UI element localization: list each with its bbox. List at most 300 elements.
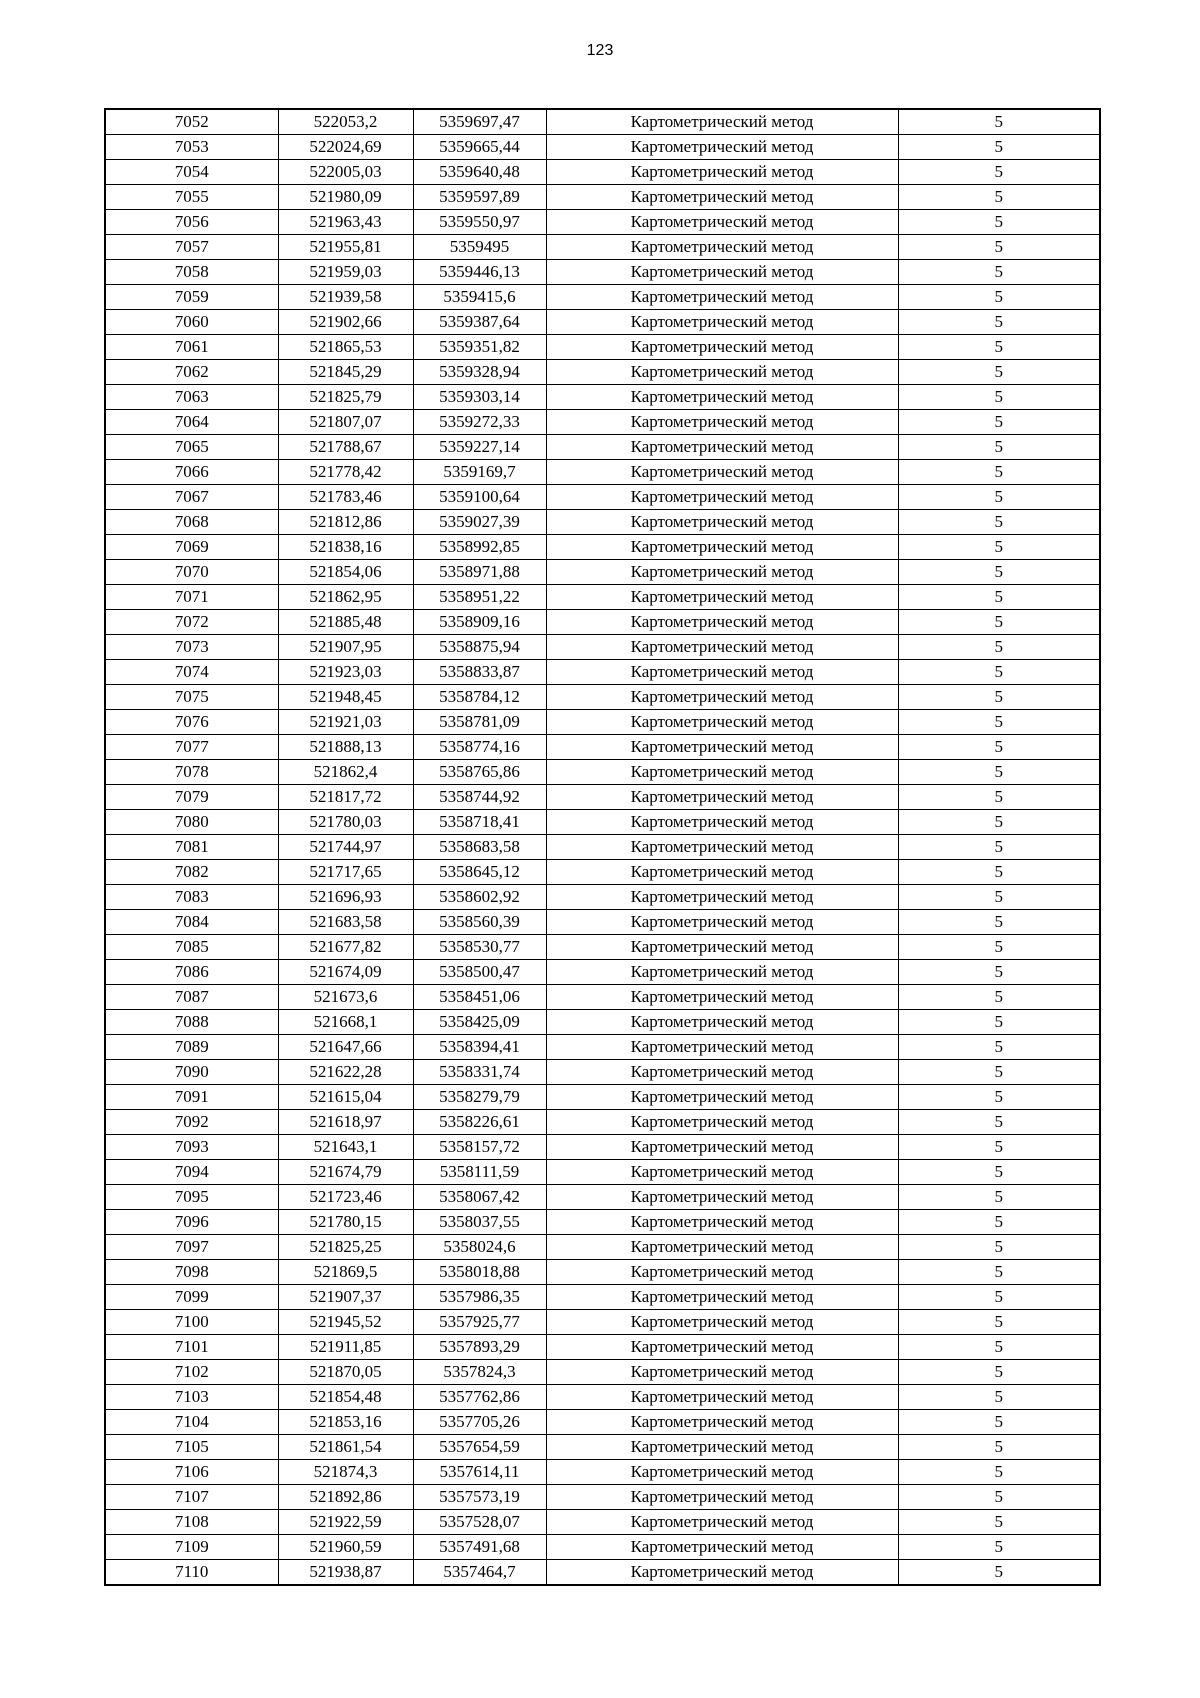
table-row <box>105 510 1100 535</box>
method-cell: Картометрический метод <box>546 1385 898 1410</box>
method-cell: Картометрический метод <box>546 810 898 835</box>
accuracy-cell: 5 <box>898 335 1100 360</box>
x-coordinate-cell: 521870,05 <box>278 1360 413 1385</box>
y-coordinate-cell: 5359495 <box>413 235 546 260</box>
x-coordinate-cell: 521960,59 <box>278 1535 413 1560</box>
point-number-cell: 7085 <box>105 935 278 960</box>
y-coordinate-cell: 5359272,33 <box>413 410 546 435</box>
table-row <box>105 1260 1100 1285</box>
table-row <box>105 310 1100 335</box>
point-number-cell: 7056 <box>105 210 278 235</box>
x-coordinate-cell: 521780,03 <box>278 810 413 835</box>
accuracy-cell: 5 <box>898 1385 1100 1410</box>
point-number-cell: 7087 <box>105 985 278 1010</box>
point-number-cell: 7053 <box>105 135 278 160</box>
table-row <box>105 1385 1100 1410</box>
y-coordinate-cell: 5358037,55 <box>413 1210 546 1235</box>
table-row <box>105 860 1100 885</box>
table-row <box>105 785 1100 810</box>
method-cell: Картометрический метод <box>546 1060 898 1085</box>
point-number-cell: 7073 <box>105 635 278 660</box>
table-row <box>105 435 1100 460</box>
x-coordinate-cell: 521853,16 <box>278 1410 413 1435</box>
accuracy-cell: 5 <box>898 1060 1100 1085</box>
table-row <box>105 1135 1100 1160</box>
table-row <box>105 1435 1100 1460</box>
accuracy-cell: 5 <box>898 960 1100 985</box>
accuracy-cell: 5 <box>898 1485 1100 1510</box>
method-cell: Картометрический метод <box>546 860 898 885</box>
point-number-cell: 7060 <box>105 310 278 335</box>
table-row <box>105 810 1100 835</box>
method-cell: Картометрический метод <box>546 1335 898 1360</box>
x-coordinate-cell: 521677,82 <box>278 935 413 960</box>
point-number-cell: 7100 <box>105 1310 278 1335</box>
point-number-cell: 7083 <box>105 885 278 910</box>
point-number-cell: 7078 <box>105 760 278 785</box>
y-coordinate-cell: 5358774,16 <box>413 735 546 760</box>
table-row <box>105 1360 1100 1385</box>
method-cell: Картометрический метод <box>546 485 898 510</box>
method-cell: Картометрический метод <box>546 1110 898 1135</box>
y-coordinate-cell: 5358425,09 <box>413 1010 546 1035</box>
point-number-cell: 7058 <box>105 260 278 285</box>
y-coordinate-cell: 5358226,61 <box>413 1110 546 1135</box>
y-coordinate-cell: 5358451,06 <box>413 985 546 1010</box>
method-cell: Картометрический метод <box>546 310 898 335</box>
x-coordinate-cell: 522053,2 <box>278 109 413 135</box>
x-coordinate-cell: 521959,03 <box>278 260 413 285</box>
point-number-cell: 7093 <box>105 1135 278 1160</box>
point-number-cell: 7063 <box>105 385 278 410</box>
y-coordinate-cell: 5357614,11 <box>413 1460 546 1485</box>
y-coordinate-cell: 5358784,12 <box>413 685 546 710</box>
point-number-cell: 7059 <box>105 285 278 310</box>
y-coordinate-cell: 5358530,77 <box>413 935 546 960</box>
x-coordinate-cell: 521812,86 <box>278 510 413 535</box>
method-cell: Картометрический метод <box>546 835 898 860</box>
x-coordinate-cell: 521838,16 <box>278 535 413 560</box>
y-coordinate-cell: 5358331,74 <box>413 1060 546 1085</box>
point-number-cell: 7091 <box>105 1085 278 1110</box>
accuracy-cell: 5 <box>898 1110 1100 1135</box>
point-number-cell: 7103 <box>105 1385 278 1410</box>
method-cell: Картометрический метод <box>546 1285 898 1310</box>
table-row <box>105 185 1100 210</box>
accuracy-cell: 5 <box>898 1460 1100 1485</box>
accuracy-cell: 5 <box>898 1285 1100 1310</box>
table-row <box>105 260 1100 285</box>
y-coordinate-cell: 5358018,88 <box>413 1260 546 1285</box>
table-row <box>105 760 1100 785</box>
x-coordinate-cell: 521825,25 <box>278 1235 413 1260</box>
method-cell: Картометрический метод <box>546 1260 898 1285</box>
method-cell: Картометрический метод <box>546 635 898 660</box>
x-coordinate-cell: 521778,42 <box>278 460 413 485</box>
point-number-cell: 7062 <box>105 360 278 385</box>
method-cell: Картометрический метод <box>546 1535 898 1560</box>
x-coordinate-cell: 521647,66 <box>278 1035 413 1060</box>
method-cell: Картометрический метод <box>546 885 898 910</box>
method-cell: Картометрический метод <box>546 910 898 935</box>
accuracy-cell: 5 <box>898 785 1100 810</box>
y-coordinate-cell: 5358951,22 <box>413 585 546 610</box>
accuracy-cell: 5 <box>898 585 1100 610</box>
method-cell: Картометрический метод <box>546 385 898 410</box>
x-coordinate-cell: 521945,52 <box>278 1310 413 1335</box>
coordinates-table <box>104 108 1101 1586</box>
table-row <box>105 660 1100 685</box>
accuracy-cell: 5 <box>898 285 1100 310</box>
accuracy-cell: 5 <box>898 510 1100 535</box>
accuracy-cell: 5 <box>898 760 1100 785</box>
y-coordinate-cell: 5357705,26 <box>413 1410 546 1435</box>
y-coordinate-cell: 5358718,41 <box>413 810 546 835</box>
y-coordinate-cell: 5358279,79 <box>413 1085 546 1110</box>
x-coordinate-cell: 521888,13 <box>278 735 413 760</box>
x-coordinate-cell: 521854,48 <box>278 1385 413 1410</box>
point-number-cell: 7084 <box>105 910 278 935</box>
point-number-cell: 7070 <box>105 560 278 585</box>
table-row <box>105 960 1100 985</box>
accuracy-cell: 5 <box>898 160 1100 185</box>
x-coordinate-cell: 521963,43 <box>278 210 413 235</box>
x-coordinate-cell: 521862,95 <box>278 585 413 610</box>
accuracy-cell: 5 <box>898 385 1100 410</box>
x-coordinate-cell: 521780,15 <box>278 1210 413 1235</box>
x-coordinate-cell: 521922,59 <box>278 1510 413 1535</box>
point-number-cell: 7086 <box>105 960 278 985</box>
point-number-cell: 7076 <box>105 710 278 735</box>
x-coordinate-cell: 521717,65 <box>278 860 413 885</box>
point-number-cell: 7094 <box>105 1160 278 1185</box>
accuracy-cell: 5 <box>898 735 1100 760</box>
point-number-cell: 7089 <box>105 1035 278 1060</box>
point-number-cell: 7090 <box>105 1060 278 1085</box>
table-row <box>105 560 1100 585</box>
x-coordinate-cell: 521874,3 <box>278 1460 413 1485</box>
method-cell: Картометрический метод <box>546 1085 898 1110</box>
table-row <box>105 485 1100 510</box>
table-row <box>105 1410 1100 1435</box>
table-row <box>105 1310 1100 1335</box>
y-coordinate-cell: 5359227,14 <box>413 435 546 460</box>
table-row <box>105 109 1100 135</box>
table-row <box>105 360 1100 385</box>
table-row <box>105 1060 1100 1085</box>
table-row <box>105 235 1100 260</box>
x-coordinate-cell: 521938,87 <box>278 1560 413 1586</box>
table-row <box>105 1535 1100 1560</box>
method-cell: Картометрический метод <box>546 335 898 360</box>
table-row <box>105 985 1100 1010</box>
accuracy-cell: 5 <box>898 310 1100 335</box>
y-coordinate-cell: 5359415,6 <box>413 285 546 310</box>
method-cell: Картометрический метод <box>546 1160 898 1185</box>
method-cell: Картометрический метод <box>546 1135 898 1160</box>
method-cell: Картометрический метод <box>546 109 898 135</box>
table-row <box>105 585 1100 610</box>
method-cell: Картометрический метод <box>546 1210 898 1235</box>
method-cell: Картометрический метод <box>546 1435 898 1460</box>
x-coordinate-cell: 521861,54 <box>278 1435 413 1460</box>
x-coordinate-cell: 521885,48 <box>278 610 413 635</box>
table-row <box>105 385 1100 410</box>
table-row <box>105 1285 1100 1310</box>
accuracy-cell: 5 <box>898 235 1100 260</box>
table-row <box>105 1185 1100 1210</box>
x-coordinate-cell: 521622,28 <box>278 1060 413 1085</box>
y-coordinate-cell: 5358645,12 <box>413 860 546 885</box>
x-coordinate-cell: 521618,97 <box>278 1110 413 1135</box>
point-number-cell: 7105 <box>105 1435 278 1460</box>
table-row <box>105 160 1100 185</box>
table-row <box>105 285 1100 310</box>
method-cell: Картометрический метод <box>546 185 898 210</box>
point-number-cell: 7106 <box>105 1460 278 1485</box>
y-coordinate-cell: 5359446,13 <box>413 260 546 285</box>
y-coordinate-cell: 5357925,77 <box>413 1310 546 1335</box>
method-cell: Картометрический метод <box>546 160 898 185</box>
x-coordinate-cell: 521955,81 <box>278 235 413 260</box>
x-coordinate-cell: 521865,53 <box>278 335 413 360</box>
y-coordinate-cell: 5358875,94 <box>413 635 546 660</box>
method-cell: Картометрический метод <box>546 210 898 235</box>
point-number-cell: 7097 <box>105 1235 278 1260</box>
y-coordinate-cell: 5358067,42 <box>413 1185 546 1210</box>
accuracy-cell: 5 <box>898 535 1100 560</box>
y-coordinate-cell: 5359169,7 <box>413 460 546 485</box>
y-coordinate-cell: 5357762,86 <box>413 1385 546 1410</box>
y-coordinate-cell: 5357464,7 <box>413 1560 546 1586</box>
method-cell: Картометрический метод <box>546 710 898 735</box>
point-number-cell: 7055 <box>105 185 278 210</box>
table-row <box>105 535 1100 560</box>
point-number-cell: 7099 <box>105 1285 278 1310</box>
accuracy-cell: 5 <box>898 810 1100 835</box>
y-coordinate-cell: 5358394,41 <box>413 1035 546 1060</box>
y-coordinate-cell: 5358024,6 <box>413 1235 546 1260</box>
method-cell: Картометрический метод <box>546 610 898 635</box>
point-number-cell: 7110 <box>105 1560 278 1586</box>
table-row <box>105 635 1100 660</box>
accuracy-cell: 5 <box>898 835 1100 860</box>
point-number-cell: 7101 <box>105 1335 278 1360</box>
y-coordinate-cell: 5358560,39 <box>413 910 546 935</box>
y-coordinate-cell: 5357824,3 <box>413 1360 546 1385</box>
table-row <box>105 885 1100 910</box>
x-coordinate-cell: 521892,86 <box>278 1485 413 1510</box>
x-coordinate-cell: 521948,45 <box>278 685 413 710</box>
y-coordinate-cell: 5359597,89 <box>413 185 546 210</box>
x-coordinate-cell: 521683,58 <box>278 910 413 935</box>
method-cell: Картометрический метод <box>546 1310 898 1335</box>
x-coordinate-cell: 521643,1 <box>278 1135 413 1160</box>
y-coordinate-cell: 5357528,07 <box>413 1510 546 1535</box>
y-coordinate-cell: 5357573,19 <box>413 1485 546 1510</box>
page-number: 123 <box>586 42 614 59</box>
method-cell: Картометрический метод <box>546 260 898 285</box>
method-cell: Картометрический метод <box>546 985 898 1010</box>
accuracy-cell: 5 <box>898 1510 1100 1535</box>
y-coordinate-cell: 5358602,92 <box>413 885 546 910</box>
point-number-cell: 7079 <box>105 785 278 810</box>
table-row <box>105 1010 1100 1035</box>
table-body <box>105 109 1100 1585</box>
x-coordinate-cell: 521845,29 <box>278 360 413 385</box>
table-row <box>105 835 1100 860</box>
y-coordinate-cell: 5359550,97 <box>413 210 546 235</box>
method-cell: Картометрический метод <box>546 360 898 385</box>
accuracy-cell: 5 <box>898 1335 1100 1360</box>
method-cell: Картометрический метод <box>546 535 898 560</box>
accuracy-cell: 5 <box>898 185 1100 210</box>
x-coordinate-cell: 521907,37 <box>278 1285 413 1310</box>
method-cell: Картометрический метод <box>546 735 898 760</box>
x-coordinate-cell: 521668,1 <box>278 1010 413 1035</box>
x-coordinate-cell: 521980,09 <box>278 185 413 210</box>
accuracy-cell: 5 <box>898 135 1100 160</box>
x-coordinate-cell: 521674,09 <box>278 960 413 985</box>
point-number-cell: 7108 <box>105 1510 278 1535</box>
accuracy-cell: 5 <box>898 210 1100 235</box>
point-number-cell: 7064 <box>105 410 278 435</box>
table-row <box>105 685 1100 710</box>
method-cell: Картометрический метод <box>546 410 898 435</box>
point-number-cell: 7067 <box>105 485 278 510</box>
y-coordinate-cell: 5357654,59 <box>413 1435 546 1460</box>
y-coordinate-cell: 5357893,29 <box>413 1335 546 1360</box>
accuracy-cell: 5 <box>898 610 1100 635</box>
point-number-cell: 7104 <box>105 1410 278 1435</box>
table-row <box>105 335 1100 360</box>
point-number-cell: 7077 <box>105 735 278 760</box>
x-coordinate-cell: 521696,93 <box>278 885 413 910</box>
method-cell: Картометрический метод <box>546 960 898 985</box>
method-cell: Картометрический метод <box>546 460 898 485</box>
y-coordinate-cell: 5359697,47 <box>413 109 546 135</box>
point-number-cell: 7096 <box>105 1210 278 1235</box>
accuracy-cell: 5 <box>898 109 1100 135</box>
y-coordinate-cell: 5358992,85 <box>413 535 546 560</box>
method-cell: Картометрический метод <box>546 1185 898 1210</box>
accuracy-cell: 5 <box>898 1010 1100 1035</box>
table-row <box>105 460 1100 485</box>
table-row <box>105 210 1100 235</box>
table-row <box>105 910 1100 935</box>
method-cell: Картометрический метод <box>546 135 898 160</box>
x-coordinate-cell: 521854,06 <box>278 560 413 585</box>
x-coordinate-cell: 522024,69 <box>278 135 413 160</box>
table-row <box>105 1110 1100 1135</box>
y-coordinate-cell: 5358971,88 <box>413 560 546 585</box>
y-coordinate-cell: 5359027,39 <box>413 510 546 535</box>
method-cell: Картометрический метод <box>546 510 898 535</box>
accuracy-cell: 5 <box>898 660 1100 685</box>
table-row <box>105 1160 1100 1185</box>
accuracy-cell: 5 <box>898 1260 1100 1285</box>
y-coordinate-cell: 5358744,92 <box>413 785 546 810</box>
x-coordinate-cell: 521907,95 <box>278 635 413 660</box>
x-coordinate-cell: 521825,79 <box>278 385 413 410</box>
accuracy-cell: 5 <box>898 460 1100 485</box>
accuracy-cell: 5 <box>898 1560 1100 1586</box>
point-number-cell: 7082 <box>105 860 278 885</box>
accuracy-cell: 5 <box>898 860 1100 885</box>
method-cell: Картометрический метод <box>546 1360 898 1385</box>
point-number-cell: 7107 <box>105 1485 278 1510</box>
x-coordinate-cell: 521817,72 <box>278 785 413 810</box>
method-cell: Картометрический метод <box>546 1460 898 1485</box>
point-number-cell: 7088 <box>105 1010 278 1035</box>
point-number-cell: 7065 <box>105 435 278 460</box>
x-coordinate-cell: 521788,67 <box>278 435 413 460</box>
point-number-cell: 7057 <box>105 235 278 260</box>
y-coordinate-cell: 5359640,48 <box>413 160 546 185</box>
point-number-cell: 7061 <box>105 335 278 360</box>
accuracy-cell: 5 <box>898 1210 1100 1235</box>
point-number-cell: 7068 <box>105 510 278 535</box>
accuracy-cell: 5 <box>898 1035 1100 1060</box>
table-row <box>105 1485 1100 1510</box>
point-number-cell: 7054 <box>105 160 278 185</box>
y-coordinate-cell: 5358765,86 <box>413 760 546 785</box>
accuracy-cell: 5 <box>898 1160 1100 1185</box>
point-number-cell: 7071 <box>105 585 278 610</box>
method-cell: Картометрический метод <box>546 235 898 260</box>
method-cell: Картометрический метод <box>546 935 898 960</box>
point-number-cell: 7052 <box>105 109 278 135</box>
accuracy-cell: 5 <box>898 885 1100 910</box>
accuracy-cell: 5 <box>898 985 1100 1010</box>
point-number-cell: 7098 <box>105 1260 278 1285</box>
accuracy-cell: 5 <box>898 260 1100 285</box>
table-row <box>105 135 1100 160</box>
table-row <box>105 1560 1100 1586</box>
x-coordinate-cell: 521921,03 <box>278 710 413 735</box>
method-cell: Картометрический метод <box>546 435 898 460</box>
accuracy-cell: 5 <box>898 1085 1100 1110</box>
y-coordinate-cell: 5358500,47 <box>413 960 546 985</box>
point-number-cell: 7109 <box>105 1535 278 1560</box>
y-coordinate-cell: 5357491,68 <box>413 1535 546 1560</box>
x-coordinate-cell: 521723,46 <box>278 1185 413 1210</box>
y-coordinate-cell: 5358157,72 <box>413 1135 546 1160</box>
y-coordinate-cell: 5358781,09 <box>413 710 546 735</box>
method-cell: Картометрический метод <box>546 1560 898 1586</box>
accuracy-cell: 5 <box>898 485 1100 510</box>
method-cell: Картометрический метод <box>546 685 898 710</box>
y-coordinate-cell: 5358111,59 <box>413 1160 546 1185</box>
table-row <box>105 1460 1100 1485</box>
accuracy-cell: 5 <box>898 1535 1100 1560</box>
y-coordinate-cell: 5359665,44 <box>413 135 546 160</box>
point-number-cell: 7069 <box>105 535 278 560</box>
point-number-cell: 7081 <box>105 835 278 860</box>
y-coordinate-cell: 5359303,14 <box>413 385 546 410</box>
accuracy-cell: 5 <box>898 710 1100 735</box>
x-coordinate-cell: 521923,03 <box>278 660 413 685</box>
x-coordinate-cell: 521744,97 <box>278 835 413 860</box>
table-row <box>105 610 1100 635</box>
x-coordinate-cell: 521862,4 <box>278 760 413 785</box>
y-coordinate-cell: 5359328,94 <box>413 360 546 385</box>
accuracy-cell: 5 <box>898 435 1100 460</box>
method-cell: Картометрический метод <box>546 560 898 585</box>
method-cell: Картометрический метод <box>546 1485 898 1510</box>
point-number-cell: 7080 <box>105 810 278 835</box>
point-number-cell: 7066 <box>105 460 278 485</box>
